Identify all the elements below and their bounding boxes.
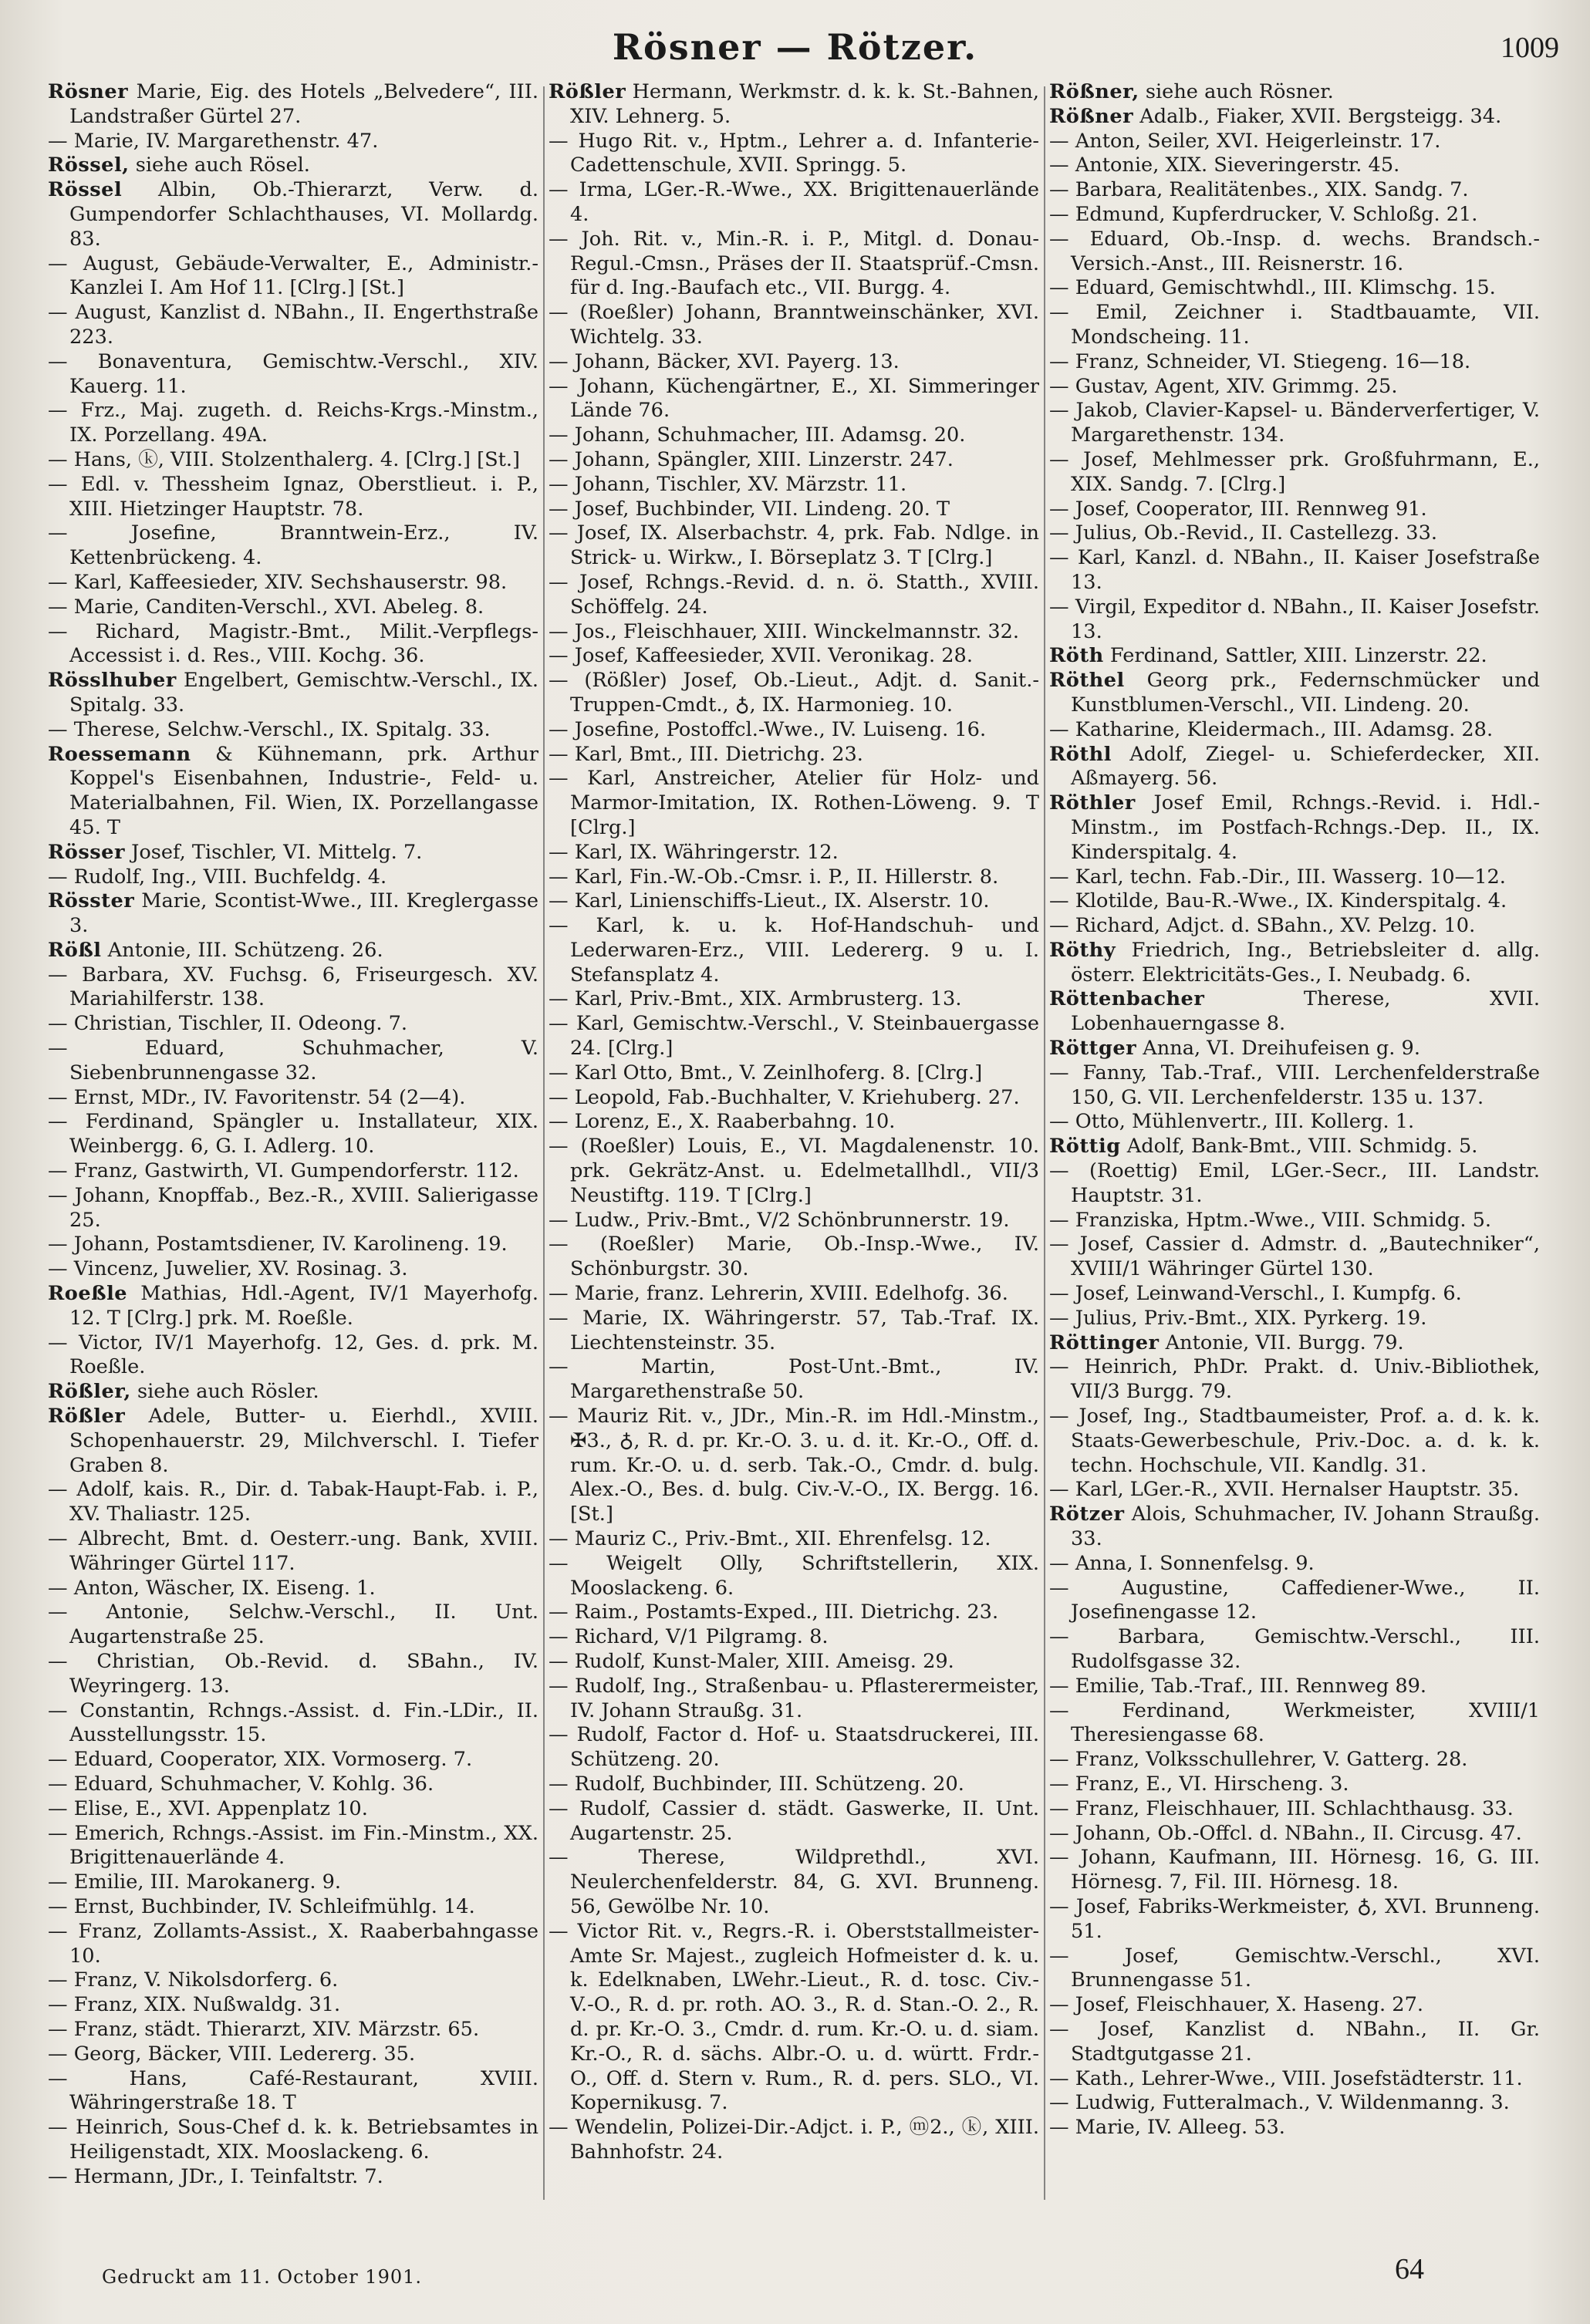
directory-entry: — Ernst, Buchbinder, IV. Schleifmühlg. 14. <box>48 1894 475 1918</box>
directory-entry: — Eduard, Gemischtwhdl., III. Klimschg. 15. <box>1049 276 1496 300</box>
directory-entry: Rößl Antonie, III. Schützeng. 26. <box>48 938 383 962</box>
directory-entry: — Katharine, Kleidermach., III. Adamsg. 28. <box>1049 717 1494 741</box>
directory-entry: — Johann, Kaufmann, III. Hörnesg. 16, G. III. Hörnesg. 7, Fil. III. Hörnesg. 18. <box>1049 1846 1540 1894</box>
entry-surname: Rößner, <box>1049 80 1139 103</box>
directory-entry: — Johann, Schuhmacher, III. Adamsg. 20. <box>549 423 966 447</box>
directory-entry: — August, Gebäude-Verwalter, E., Administr.-Kanzlei I. Am Hof 11. [Clrg.] [St.] <box>48 251 538 300</box>
directory-entry: — Franz, E., VI. Hirscheng. 3. <box>1049 1772 1349 1796</box>
directory-entry: — Marie, IV. Margarethenstr. 47. <box>48 129 379 153</box>
directory-entry: — Josef, Cooperator, III. Rennweg 91. <box>1049 497 1427 521</box>
directory-entry: — Anton, Seiler, XVI. Heigerleinstr. 17. <box>1049 129 1441 153</box>
entry-surname: Rößler <box>48 1405 126 1428</box>
directory-entry: — Hans, ⓚ, VIII. Stolzenthalerg. 4. [Clrg.] [St.] <box>48 447 521 471</box>
directory-entry: — Karl, techn. Fab.-Dir., III. Wasserg. 10—12. <box>1049 865 1506 889</box>
directory-entry: — (Roettig) Emil, LGer.-Secr., III. Landstr. Hauptstr. 31. <box>1049 1159 1540 1207</box>
directory-entry: — Bonaventura, Gemischtw.-Verschl., XIV. Kauerg. 11. <box>48 349 538 398</box>
directory-entry: — Franz, Gastwirth, VI. Gumpendorferstr. 112. <box>48 1159 519 1183</box>
directory-entry: — Karl, Bmt., III. Dietrichg. 23. <box>549 742 863 766</box>
directory-entry: — Rudolf, Cassier d. städt. Gaswerke, II. Unt. Augartenstr. 25. <box>549 1796 1039 1845</box>
directory-entry: Roeßle Mathias, Hdl.-Agent, IV/1 Mayerhofg. 12. T [Clrg.] prk. M. Roeßle. <box>48 1282 538 1330</box>
directory-entry: — Karl, Gemischtw.-Verschl., V. Steinbauergasse 24. [Clrg.] <box>549 1012 1039 1061</box>
directory-entry: — Rudolf, Ing., VIII. Buchfeldg. 4. <box>48 865 387 889</box>
directory-entry: — Kath., Lehrer-Wwe., VIII. Josefstädterstr. 11. <box>1049 2066 1523 2090</box>
directory-entry: — (Rößler) Josef, Ob.-Lieut., Adjt. d. Sanit.-Truppen-Cmdt., ♁, IX. Harmonieg. 10. <box>549 669 1039 717</box>
directory-entry: Rösner Marie, Eig. des Hotels „Belvedere“, III. Landstraßer Gürtel 27. <box>48 80 538 128</box>
page-title: Rösner — Rötzer. <box>612 26 978 68</box>
directory-entry: — Therese, Selchw.-Verschl., IX. Spitalg. 33. <box>48 717 491 741</box>
directory-entry: — August, Kanzlist d. NBahn., II. Engerthstraße 223. <box>48 301 538 349</box>
directory-entry: — Franz, städt. Thierarzt, XIV. Märzstr. 65. <box>48 2017 480 2041</box>
directory-entry: — Karl, LGer.-R., XVII. Hernalser Hauptstr. 35. <box>1049 1478 1520 1502</box>
directory-entry: — Albrecht, Bmt. d. Oesterr.-ung. Bank, XVIII. Währinger Gürtel 117. <box>48 1527 538 1575</box>
directory-entry: — Wendelin, Polizei-Dir.-Adjct. i. P., ⓜ2., ⓚ, XIII. Bahnhofstr. 24. <box>549 2116 1039 2164</box>
directory-entry: Rösser Josef, Tischler, VI. Mittelg. 7. <box>48 840 423 864</box>
directory-entry: — Richard, Magistr.-Bmt., Milit.-Verpflegs-Accessist i. d. Res., VIII. Kochg. 36. <box>48 619 538 668</box>
directory-entry: — Marie, IX. Währingerstr. 57, Tab.-Traf. IX. Liechtensteinstr. 35. <box>549 1306 1039 1354</box>
directory-entry: — Christian, Ob.-Revid. d. SBahn., IV. Weyringerg. 13. <box>48 1650 538 1698</box>
directory-entry: — Johann, Postamtsdiener, IV. Karolineng. 19. <box>48 1233 508 1256</box>
directory-entry: — Antonie, XIX. Sieveringerstr. 45. <box>1049 153 1400 177</box>
directory-entry: — Therese, Wildprethdl., XVI. Neulerchenfelderstr. 84, G. XVI. Brunneng. 56, Gewölbe Nr. 10. <box>549 1846 1039 1918</box>
directory-entry: — Johann, Spängler, XIII. Linzerstr. 247. <box>549 447 954 471</box>
entry-surname: Rößler, <box>48 1380 131 1404</box>
directory-entry: — Franziska, Hptm.-Wwe., VIII. Schmidg. 5. <box>1049 1208 1492 1232</box>
directory-entry: — Karl, Fin.-W.-Ob.-Cmsr. i. P., II. Hillerstr. 8. <box>549 865 999 889</box>
directory-entry: — Franz, Volksschullehrer, V. Gatterg. 28. <box>1049 1748 1468 1772</box>
entry-surname: Röttenbacher <box>1049 987 1205 1011</box>
directory-entry: — Josef, Mehlmesser prk. Großfuhrmann, E., XIX. Sandg. 7. [Clrg.] <box>1049 447 1540 496</box>
entry-surname: Rössel, <box>48 153 130 177</box>
directory-entry: — Otto, Mühlenvertr., III. Kollerg. 1. <box>1049 1110 1415 1134</box>
column-divider <box>543 86 545 2200</box>
directory-entry: — Josef, Ing., Stadtbaumeister, Prof. a. d. k. k. Staats-Gewerbeschule, Priv.-Doc. a. d. k. k. techn. Hochschule, VII. Kandlg. 31. <box>1049 1405 1540 1477</box>
directory-entry: — Emil, Zeichner i. Stadtbauamte, VII. Mondscheing. 11. <box>1049 301 1540 349</box>
page-number: 1009 <box>1501 32 1559 64</box>
directory-entry: — Hermann, JDr., I. Teinfaltstr. 7. <box>48 2164 383 2188</box>
directory-entry: — Ludwig, Futteralmach., V. Wildenmanng. 3. <box>1049 2091 1510 2115</box>
entry-surname: Röthl <box>1049 742 1112 766</box>
entry-surname: Röthler <box>1049 791 1136 815</box>
directory-entry: — Franz, V. Nikolsdorferg. 6. <box>48 1968 339 1992</box>
directory-entry: — Ferdinand, Spängler u. Installateur, XIX. Weinbergg. 6, G. I. Adlerg. 10. <box>48 1110 538 1159</box>
directory-entry: — Franz, Fleischhauer, III. Schlachthausg. 33. <box>1049 1796 1514 1820</box>
directory-entry: — Georg, Bäcker, VIII. Ledererg. 35. <box>48 2042 416 2066</box>
directory-entry: Röthl Adolf, Ziegel- u. Schieferdecker, XII. Aßmayerg. 56. <box>1049 742 1540 791</box>
entry-surname: Rößner <box>1049 104 1134 128</box>
sheet-number: 64 <box>1395 2253 1424 2285</box>
directory-entry: Rösster Marie, Scontist-Wwe., III. Kreglergasse 3. <box>48 889 538 938</box>
directory-entry: — Augustine, Caffediener-Wwe., II. Josefinengasse 12. <box>1049 1576 1540 1624</box>
directory-entry: — Karl, IX. Währingerstr. 12. <box>549 840 839 864</box>
directory-entry: — Gustav, Agent, XIV. Grimmg. 25. <box>1049 374 1398 398</box>
directory-entry: — Adolf, kais. R., Dir. d. Tabak-Haupt-Fab. i. P., XV. Thaliastr. 125. <box>48 1478 538 1526</box>
directory-entry: — Constantin, Rchngs.-Assist. d. Fin.-LDir., II. Ausstellungsstr. 15. <box>48 1698 538 1747</box>
directory-entry: Rößner Adalb., Fiaker, XVII. Bergsteigg. 34. <box>1049 104 1502 128</box>
directory-entry: — Josef, Gemischtw.-Verschl., XVI. Brunnengasse 51. <box>1049 1944 1540 1992</box>
directory-column-3 <box>1049 80 1540 2209</box>
entry-surname: Roessemann <box>48 742 191 766</box>
entry-surname: Roeßle <box>48 1282 128 1306</box>
entry-surname: Röttig <box>1049 1135 1121 1159</box>
directory-entry: — Rudolf, Kunst-Maler, XIII. Ameisg. 29. <box>549 1650 954 1673</box>
directory-entry: — Barbara, Gemischtw.-Verschl., III. Rudolfsgasse 32. <box>1049 1625 1540 1673</box>
directory-entry: — Edl. v. Thessheim Ignaz, Oberstlieut. i. P., XIII. Hietzinger Hauptstr. 78. <box>48 472 538 521</box>
directory-entry: — Edmund, Kupferdrucker, V. Schloßg. 21. <box>1049 202 1478 226</box>
print-date: Gedruckt am 11. October 1901. <box>102 2266 423 2288</box>
directory-entry: — Josefine, Postoffcl.-Wwe., IV. Luiseng. 16. <box>549 717 987 741</box>
entry-surname: Rötzer <box>1049 1503 1125 1526</box>
directory-entry: Roessemann & Kühnemann, prk. Arthur Koppel's Eisenbahnen, Industrie-, Feld- u. Materialbahnen, Fil. Wien, IX. Porzellangasse 45. T <box>48 742 538 839</box>
directory-entry: — (Roeßler) Louis, E., VI. Magdalenenstr. 10. prk. Gekrätz-Anst. u. Edelmetallhdl., VII/3 Neustiftg. 119. T [Clrg.] <box>549 1135 1039 1207</box>
directory-entry: — Julius, Priv.-Bmt., XIX. Pyrkerg. 19. <box>1049 1306 1427 1330</box>
directory-entry: — Mauriz Rit. v., JDr., Min.-R. im Hdl.-Minstm., ✠3., ♁, R. d. pr. Kr.-O. 3. u. d. it. Kr.-O., Off. d. rum. Kr.-O. u. d. serb. Tak.-O., Cmdr. d. bulg. Alex.-O., Bes. d. bulg. Civ.-V.-O., IX. Bergg. 16. [St.] <box>549 1405 1039 1526</box>
entry-surname: Röttinger <box>1049 1331 1160 1354</box>
directory-entry: Rössel, siehe auch Rösel. <box>48 153 310 177</box>
directory-entry: — Victor, IV/1 Mayerhofg. 12, Ges. d. prk. M. Roeßle. <box>48 1331 538 1379</box>
directory-entry: — Barbara, XV. Fuchsg. 6, Friseurgesch. XV. Mariahilferstr. 138. <box>48 963 538 1011</box>
directory-entry: — Richard, Adjct. d. SBahn., XV. Pelzg. 10. <box>1049 914 1476 938</box>
directory-entry: — Emilie, III. Marokanerg. 9. <box>48 1870 342 1894</box>
directory-entry: — Antonie, Selchw.-Verschl., II. Unt. Augartenstraße 25. <box>48 1600 538 1649</box>
directory-entry: Rößler, siehe auch Rösler. <box>48 1380 319 1404</box>
directory-entry: — Raim., Postamts-Exped., III. Dietrichg. 23. <box>549 1600 999 1624</box>
directory-entry: — Josef, Cassier d. Admstr. d. „Bautechniker“, XVIII/1 Währinger Gürtel 130. <box>1049 1233 1540 1281</box>
entry-surname: Röttger <box>1049 1037 1137 1061</box>
entry-surname: Rössel <box>48 178 123 202</box>
directory-entry: — Joh. Rit. v., Min.-R. i. P., Mitgl. d. Donau-Regul.-Cmsn., Präses der II. Staatsprüf.-Cmsn. für d. Ing.-Baufach etc., VII. Burgg. 4. <box>549 227 1039 300</box>
directory-entry: Rößler Adele, Butter- u. Eierhdl., XVIII. Schopenhauerstr. 29, Milchverschl. I. Tiefer Graben 8. <box>48 1405 538 1477</box>
directory-entry: — Karl, Linienschiffs-Lieut., IX. Alserstr. 10. <box>549 889 990 913</box>
directory-entry: Rössel Albin, Ob.-Thierarzt, Verw. d. Gumpendorfer Schlachthauses, VI. Mollardg. 83. <box>48 178 538 251</box>
directory-entry: Rößler Hermann, Werkmstr. d. k. k. St.-Bahnen, XIV. Lehnerg. 5. <box>549 80 1039 128</box>
directory-entry: — Rudolf, Buchbinder, III. Schützeng. 20. <box>549 1772 964 1796</box>
page-header <box>31 23 1559 69</box>
directory-entry: — Victor Rit. v., Regrs.-R. i. Oberststallmeister-Amte Sr. Majest., zugleich Hofmeister d. k. u. k. Edelknaben, LWehr.-Lieut., R. d. tosc. Civ.-V.-O., R. d. pr. roth. AO. 3., R. d. Stan.-O. 2., R. d. pr. Kr.-O. 3., Cmdr. d. rum. Kr.-O. u. d. siam. Kr.-O., R. d. sächs. Albr.-O. u. d. württ. Frdr.-O., Off. d. Stern v. Rum., R. d. pers. SLO., VI. Kopernikusg. 7. <box>549 1919 1039 2115</box>
directory-entry: — Lorenz, E., X. Raaberbahng. 10. <box>549 1110 896 1134</box>
directory-entry: — Hans, Café-Restaurant, XVIII. Währingerstraße 18. T <box>48 2066 538 2115</box>
directory-entry: — Marie, Canditen-Verschl., XVI. Abeleg. 8. <box>48 595 484 619</box>
directory-entry: — Ludw., Priv.-Bmt., V/2 Schönbrunnerstr. 19. <box>549 1208 1010 1232</box>
entry-surname: Röthel <box>1049 669 1125 693</box>
directory-entry: — Klotilde, Bau-R.-Wwe., IX. Kinderspitalg. 4. <box>1049 889 1507 913</box>
directory-entry: — Jos., Fleischhauer, XIII. Winckelmannstr. 32. <box>549 619 1020 643</box>
directory-entry: — Jakob, Clavier-Kapsel- u. Bänderverfertiger, V. Margarethenstr. 134. <box>1049 399 1540 447</box>
entry-surname: Rösner <box>48 80 129 103</box>
directory-entry: — Anna, I. Sonnenfelsg. 9. <box>1049 1551 1315 1575</box>
directory-entry: — Josef, Kaffeesieder, XVII. Veronikag. 28. <box>549 644 973 668</box>
entry-surname: Rösster <box>48 889 135 913</box>
directory-entry: — Mauriz C., Priv.-Bmt., XII. Ehrenfelsg. 12. <box>549 1527 991 1551</box>
directory-entry: — Franz, Schneider, VI. Stiegeng. 16—18. <box>1049 349 1471 373</box>
directory-entry: Röth Ferdinand, Sattler, XIII. Linzerstr. 22. <box>1049 644 1487 668</box>
directory-entry: — Eduard, Cooperator, XIX. Vormoserg. 7. <box>48 1748 473 1772</box>
directory-column-1 <box>48 80 538 2209</box>
directory-entry: — (Roeßler) Marie, Ob.-Insp.-Wwe., IV. Schönburgstr. 30. <box>549 1233 1039 1281</box>
directory-entry: Röttger Anna, VI. Dreihufeisen g. 9. <box>1049 1037 1420 1061</box>
directory-entry: — Karl, Priv.-Bmt., XIX. Armbrusterg. 13. <box>549 987 962 1011</box>
directory-entry: — Elise, E., XVI. Appenplatz 10. <box>48 1796 368 1820</box>
directory-entry: — Leopold, Fab.-Buchhalter, V. Kriehuberg. 27. <box>549 1085 1020 1109</box>
directory-entry: — Weigelt Olly, Schriftstellerin, XIX. Mooslackeng. 6. <box>549 1551 1039 1600</box>
directory-entry: — Heinrich, Sous-Chef d. k. k. Betriebsamtes in Heiligenstadt, XIX. Mooslackeng. 6. <box>48 2116 538 2164</box>
directory-entry: — Karl, k. u. k. Hof-Handschuh- und Lederwaren-Erz., VIII. Ledererg. 9 u. I. Stefansplatz 4. <box>549 914 1039 987</box>
directory-entry: — Marie, IV. Alleeg. 53. <box>1049 2116 1285 2140</box>
directory-entry: — Karl, Kaffeesieder, XIV. Sechshauserstr. 98. <box>48 570 508 594</box>
directory-column-2 <box>549 80 1039 2209</box>
directory-entry: — Ernst, MDr., IV. Favoritenstr. 54 (2—4). <box>48 1085 466 1109</box>
entry-surname: Rösslhuber <box>48 669 177 693</box>
directory-entry: Röthel Georg prk., Federnschmücker und Kunstblumen-Verschl., VII. Lindeng. 20. <box>1049 669 1540 717</box>
directory-entry: — Hugo Rit. v., Hptm., Lehrer a. d. Infanterie-Cadettenschule, XVII. Springg. 5. <box>549 129 1039 177</box>
directory-entry: — Christian, Tischler, II. Odeong. 7. <box>48 1012 408 1036</box>
directory-entry: — Josef, Fleischhauer, X. Haseng. 27. <box>1049 1993 1423 2017</box>
directory-entry: Röttig Adolf, Bank-Bmt., VIII. Schmidg. 5. <box>1049 1135 1478 1159</box>
directory-entry: — (Roeßler) Johann, Branntweinschänker, XVI. Wichtelg. 33. <box>549 301 1039 349</box>
directory-entry: — Karl, Anstreicher, Atelier für Holz- und Marmor-Imitation, IX. Rothen-Löweng. 9. T [Clrg.] <box>549 767 1039 839</box>
directory-entry: Rösslhuber Engelbert, Gemischtw.-Verschl., IX. Spitalg. 33. <box>48 669 538 717</box>
directory-entry: — Marie, franz. Lehrerin, XVIII. Edelhofg. 36. <box>549 1282 1008 1306</box>
directory-entry: — Josef, Rchngs.-Revid. d. n. ö. Statth., XVIII. Schöffelg. 24. <box>549 570 1039 619</box>
directory-entry: Röthler Josef Emil, Rchngs.-Revid. i. Hdl.-Minstm., im Postfach-Rchngs.-Dep. II., IX. Kinderspitalg. 4. <box>1049 791 1540 864</box>
directory-entry: — Virgil, Expeditor d. NBahn., II. Kaiser Josefstr. 13. <box>1049 595 1540 643</box>
directory-entry: — Josef, Buchbinder, VII. Lindeng. 20. T <box>549 497 950 521</box>
directory-entry: — Franz, Zollamts-Assist., X. Raaberbahngasse 10. <box>48 1919 538 1968</box>
entry-surname: Röth <box>1049 644 1104 668</box>
directory-entry: — Fanny, Tab.-Traf., VIII. Lerchenfelderstraße 150, G. VII. Lerchenfelderstr. 135 u. 137. <box>1049 1061 1540 1109</box>
directory-entry: — Eduard, Ob.-Insp. d. wechs. Brandsch.-Versich.-Anst., III. Reisnerstr. 16. <box>1049 227 1540 275</box>
directory-entry: — Emerich, Rchngs.-Assist. im Fin.-Minstm., XX. Brigittenauerlände 4. <box>48 1821 538 1870</box>
entry-surname: Röthy <box>1049 938 1116 962</box>
directory-entry: — Johann, Bäcker, XVI. Payerg. 13. <box>549 349 900 373</box>
directory-entry: — Eduard, Schuhmacher, V. Kohlg. 36. <box>48 1772 434 1796</box>
directory-entry: — Karl Otto, Bmt., V. Zeinlhoferg. 8. [Clrg.] <box>549 1061 983 1084</box>
directory-entry: — Josef, Leinwand-Verschl., I. Kumpfg. 6. <box>1049 1282 1462 1306</box>
directory-entry: Rößner, siehe auch Rösner. <box>1049 80 1334 103</box>
directory-entry: — Eduard, Schuhmacher, V. Siebenbrunnengasse 32. <box>48 1037 538 1084</box>
directory-entry: Rötzer Alois, Schuhmacher, IV. Johann Straußg. 33. <box>1049 1503 1540 1551</box>
directory-entry: Röthy Friedrich, Ing., Betriebsleiter d. allg. österr. Elektricitäts-Ges., I. Neubadg. 6. <box>1049 938 1540 987</box>
directory-entry: — Josef, IX. Alserbachstr. 4, prk. Fab. Ndlge. in Strick- u. Wirkw., I. Börseplatz 3. T [Clrg.] <box>549 521 1039 570</box>
directory-entry: — Frz., Maj. zugeth. d. Reichs-Krgs.-Minstm., IX. Porzellang. 49A. <box>48 399 538 447</box>
directory-entry: — Rudolf, Factor d. Hof- u. Staatsdruckerei, III. Schützeng. 20. <box>549 1723 1039 1772</box>
directory-entry: — Emilie, Tab.-Traf., III. Rennweg 89. <box>1049 1674 1427 1698</box>
entry-surname: Rösser <box>48 840 125 864</box>
directory-entry: — Josefine, Branntwein-Erz., IV. Kettenbrückeng. 4. <box>48 521 538 570</box>
directory-entry: — Karl, Kanzl. d. NBahn., II. Kaiser Josefstraße 13. <box>1049 546 1540 594</box>
directory-entry: — Johann, Küchengärtner, E., XI. Simmeringer Lände 76. <box>549 374 1039 423</box>
directory-entry: — Ferdinand, Werkmeister, XVIII/1 Theresiengasse 68. <box>1049 1698 1540 1747</box>
directory-entry: — Johann, Knopffab., Bez.-R., XVIII. Salierigasse 25. <box>48 1183 538 1232</box>
directory-entry: — Heinrich, PhDr. Prakt. d. Univ.-Bibliothek, VII/3 Burgg. 79. <box>1049 1355 1540 1404</box>
directory-entry: — Johann, Ob.-Offcl. d. NBahn., II. Circusg. 47. <box>1049 1821 1522 1845</box>
entry-surname: Rößler <box>549 80 626 103</box>
entry-surname: Rößl <box>48 938 102 962</box>
directory-entry: — Josef, Kanzlist d. NBahn., II. Gr. Stadtgutgasse 21. <box>1049 2017 1540 2066</box>
directory-entry: Röttinger Antonie, VII. Burgg. 79. <box>1049 1331 1404 1354</box>
directory-entry: — Richard, V/1 Pilgramg. 8. <box>549 1625 829 1649</box>
directory-entry: — Anton, Wäscher, IX. Eiseng. 1. <box>48 1576 376 1600</box>
column-divider <box>1044 86 1045 2200</box>
directory-entry: Röttenbacher Therese, XVII. Lobenhauerngasse 8. <box>1049 987 1540 1036</box>
directory-entry: — Barbara, Realitätenbes., XIX. Sandg. 7. <box>1049 178 1469 202</box>
directory-entry: — Julius, Ob.-Revid., II. Castellezg. 33. <box>1049 521 1437 545</box>
directory-entry: — Irma, LGer.-R.-Wwe., XX. Brigittenauerlände 4. <box>549 178 1039 226</box>
directory-entry: — Rudolf, Ing., Straßenbau- u. Pflasterermeister, IV. Johann Straußg. 31. <box>549 1674 1039 1722</box>
directory-entry: — Josef, Fabriks-Werkmeister, ♁, XVI. Brunneng. 51. <box>1049 1894 1540 1943</box>
directory-entry: — Johann, Tischler, XV. Märzstr. 11. <box>549 472 907 496</box>
directory-entry: — Franz, XIX. Nußwaldg. 31. <box>48 1993 341 2017</box>
directory-entry: — Martin, Post-Unt.-Bmt., IV. Margarethenstraße 50. <box>549 1355 1039 1404</box>
directory-entry: — Vincenz, Juwelier, XV. Rosinag. 3. <box>48 1257 408 1281</box>
